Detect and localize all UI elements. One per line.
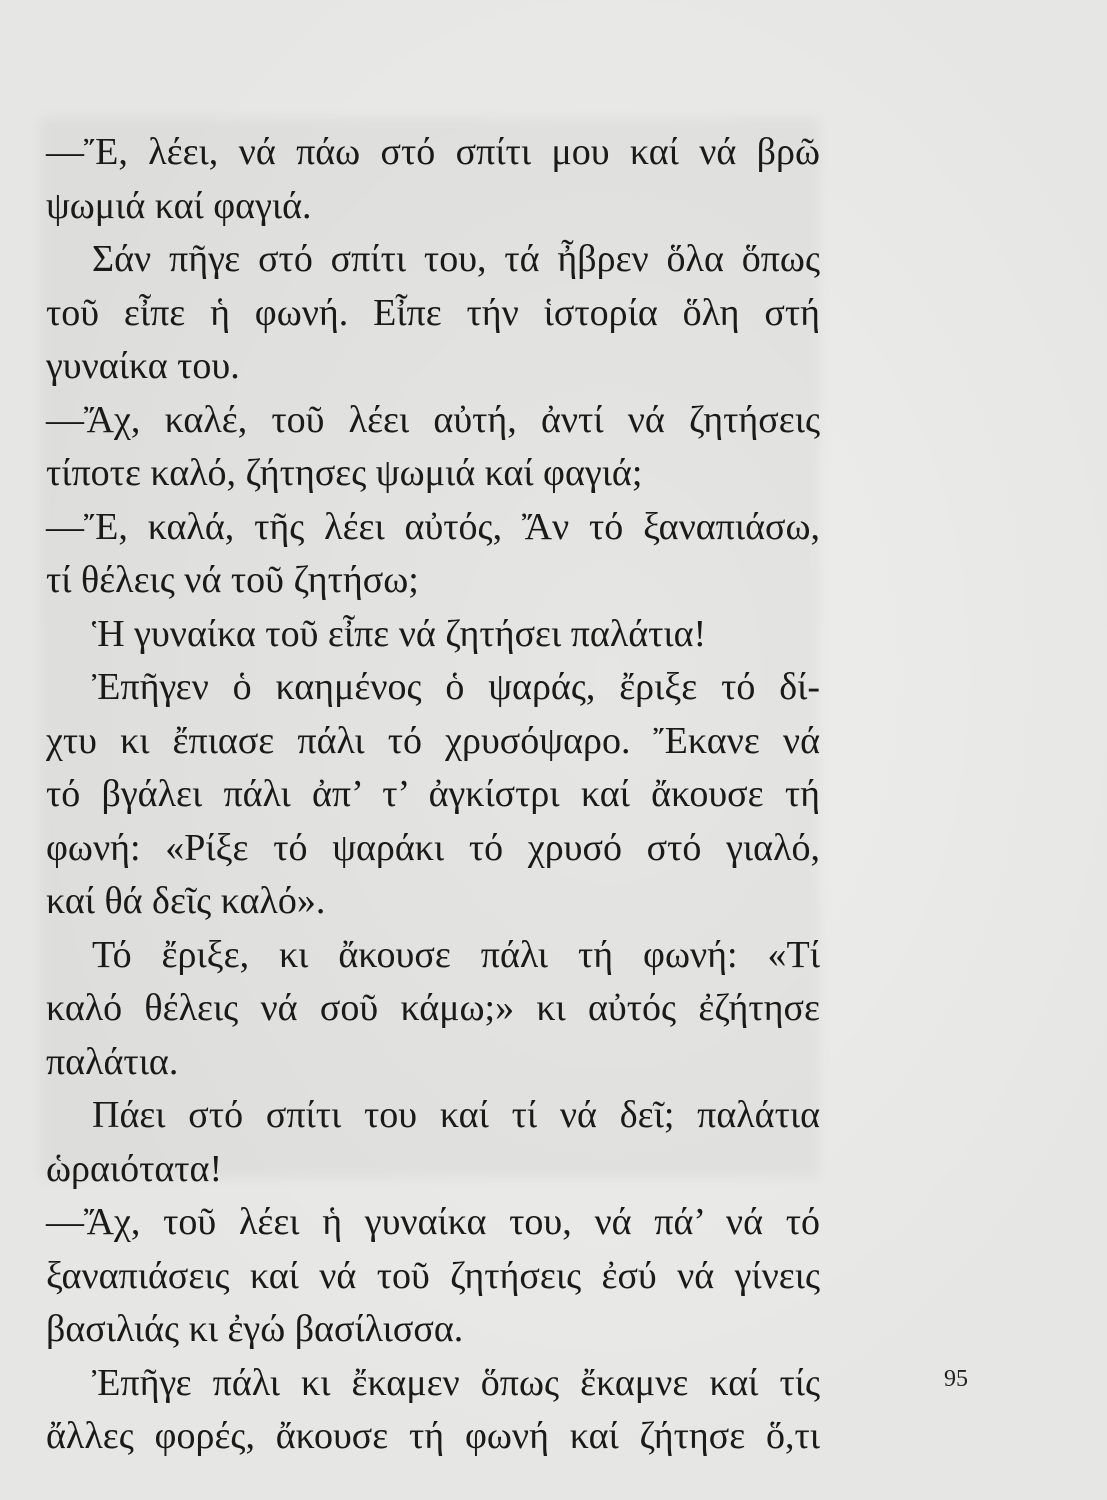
text-line: ψωμιά καί φαγιά. <box>46 184 312 227</box>
text-line: παλάτια. <box>46 1040 179 1083</box>
text-line: βασιλιάς κι ἐγώ βασίλισσα. <box>46 1308 464 1350</box>
text-line: Ἐπῆγεν ὁ καημένος ὁ ψαράς, ἔριξε τό δί- <box>92 666 820 708</box>
text-line: Πάει στό σπίτι του καί τί νά δεῖ; παλάτια <box>92 1094 820 1136</box>
text-line: τίποτε καλό, ζήτησες ψωμιά καί φαγιά; <box>46 452 643 494</box>
text-line: —Ἄχ, καλέ, τοῦ λέει αὐτή, ἀντί νά ζητήσεις <box>46 398 820 441</box>
text-line: Ἐπῆγε πάλι κι ἔκαμεν ὅπως ἔκαμνε καί τίς <box>92 1361 820 1404</box>
text-line: ξαναπιάσεις καί νά τοῦ ζητήσεις ἐσύ νά γίνεις <box>46 1254 820 1297</box>
text-line: τό βγάλει πάλι ἀπ’ τ’ ἀγκίστρι καί ἄκουσε τή <box>46 773 820 815</box>
text-line: —Ἄχ, τοῦ λέει ἡ γυναίκα του, νά πά’ νά τό <box>46 1201 820 1243</box>
text-line: Τό ἔριξε, κι ἄκουσε πάλι τή φωνή: «Τί <box>92 933 820 976</box>
text-line: καλό θέλεις νά σοῦ κάμω;» κι αὐτός ἐζήτησε <box>46 987 820 1029</box>
page-number: 95 <box>944 1366 968 1392</box>
text-line: καί θά δεῖς καλό». <box>46 880 326 922</box>
text-line: φωνή: «Ρίξε τό ψαράκι τό χρυσό στό γιαλό, <box>46 826 820 869</box>
text-line: τοῦ εἶπε ἡ φωνή. Εἶπε τήν ἱστορία ὅλη στή <box>46 291 820 334</box>
text-line: χτυ κι ἔπιασε πάλι τό χρυσόψαρο. Ἔκανε νά <box>46 719 820 762</box>
body-text <box>46 126 820 1464</box>
text-line: Ἡ γυναίκα τοῦ εἶπε νά ζητήσει παλάτια! <box>92 612 707 655</box>
text-line: —Ἔ, λέει, νά πάω στό σπίτι μου καί νά βρῶ <box>46 131 820 173</box>
text-line: τί θέλεις νά τοῦ ζητήσω; <box>46 559 419 601</box>
text-line: —Ἔ, καλά, τῆς λέει αὐτός, Ἄν τό ξαναπιάσω, <box>46 505 820 548</box>
text-line: ὡραιότατα! <box>46 1147 223 1190</box>
text-line: Σάν πῆγε στό σπίτι του, τά ἦβρεν ὅλα ὅπως <box>92 238 820 280</box>
text-line: γυναίκα του. <box>46 345 240 387</box>
text-line: ἄλλες φορές, ἄκουσε τή φωνή καί ζήτησε ὅ,τι <box>46 1415 820 1457</box>
